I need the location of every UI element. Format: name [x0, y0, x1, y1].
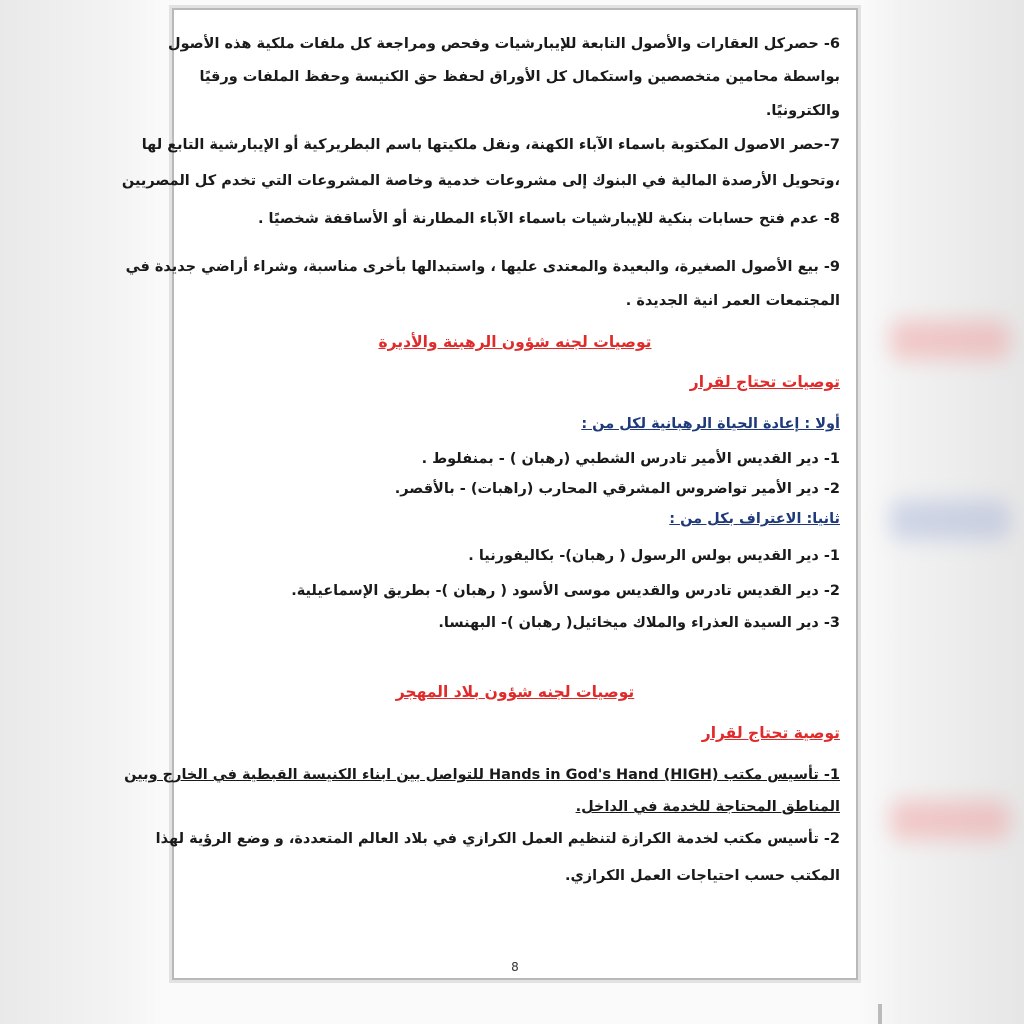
page-number: 8: [511, 960, 519, 974]
item-6-line: والكترونيًا.: [765, 103, 840, 119]
item-9-line: 9- بيع الأصول الصغيرة، والبعيدة والمعتدى عليها ، واستبدالها بأخرى مناسبة، وشراء أراضي جديدة في: [125, 259, 840, 275]
item-6-line: بواسطة محامين متخصصين واستكمال كل الأوراق لحفظ حق الكنيسة وحفظ الملفات ورقيًا: [199, 69, 840, 85]
list-item: 2- دير القديس تادرس والقديس موسى الأسود ( رهبان )- بطريق الإسماعيلية.: [291, 583, 840, 599]
item-7-line: 7-حصر الاصول المكتوبة باسماء الآباء الكهنة، ونقل ملكيتها باسم البطريركية أو الإيبارشية التابع لها: [141, 137, 840, 153]
section-subtitle: توصية تحتاج لقرار: [701, 724, 840, 742]
list-item: 3- دير السيدة العذراء والملاك ميخائيل( رهبان )- البهنسا.: [438, 615, 840, 631]
diaspora-item-2-line: 2- تأسيس مكتب لخدمة الكرازة لتنظيم العمل الكرازي في بلاد العالم المتعددة، و وضع الرؤية لهذا: [155, 831, 840, 847]
section-subtitle: توصيات تحتاج لقرار: [689, 373, 840, 391]
section-title-diaspora: توصيات لجنه شؤون بلاد المهجر: [395, 683, 635, 701]
diaspora-item-1-line: المناطق المحتاجة للخدمة في الداخل.: [575, 799, 840, 815]
second-heading: ثانيا: الاعتراف بكل من :: [669, 511, 840, 527]
list-item: 1- دير القديس الأمير تادرس الشطبي (رهبان ) - بمنفلوط .: [421, 451, 840, 467]
document-page: [121, 8, 858, 980]
background-blur: [890, 320, 1010, 360]
scrollbar[interactable]: [878, 1004, 882, 1024]
item-7-line: ،وتحويل الأرصدة المالية في البنوك إلى مشروعات خدمية وخاصة المشروعات التي تخدم كل المصريين: [121, 173, 840, 189]
first-heading: أولا : إعادة الحياة الرهبانية لكل من :: [581, 416, 840, 432]
item-8: 8- عدم فتح حسابات بنكية للإيبارشيات باسماء الآباء المطارنة أو الأساقفة شخصيًا .: [257, 211, 840, 227]
item-6-line: 6- حصركل العقارات والأصول التابعة للإيبارشيات وفحص ومراجعة كل ملفات ملكية هذه الأصول: [167, 36, 840, 52]
section-title-monasticism: توصيات لجنه شؤون الرهبنة والأديرة: [378, 333, 652, 351]
list-item: 1- دير القديس بولس الرسول ( رهبان)- بكاليفورنيا .: [468, 548, 840, 564]
list-item: 2- دير الأمير تواضروس المشرقي المحارب (راهبات) - بالأقصر.: [394, 481, 840, 497]
background-blur: [890, 500, 1010, 540]
diaspora-item-1-line: 1- تأسيس مكتب Hands in God's Hand (HIGH) للتواصل بين ابناء الكنيسة القبطية في الخارج وبين: [124, 767, 840, 783]
item-9-line: المجتمعات العمر انية الجديدة .: [625, 293, 840, 309]
diaspora-item-2-line: المكتب حسب احتياجات العمل الكرازي.: [565, 868, 840, 884]
background-blur: [890, 800, 1010, 840]
